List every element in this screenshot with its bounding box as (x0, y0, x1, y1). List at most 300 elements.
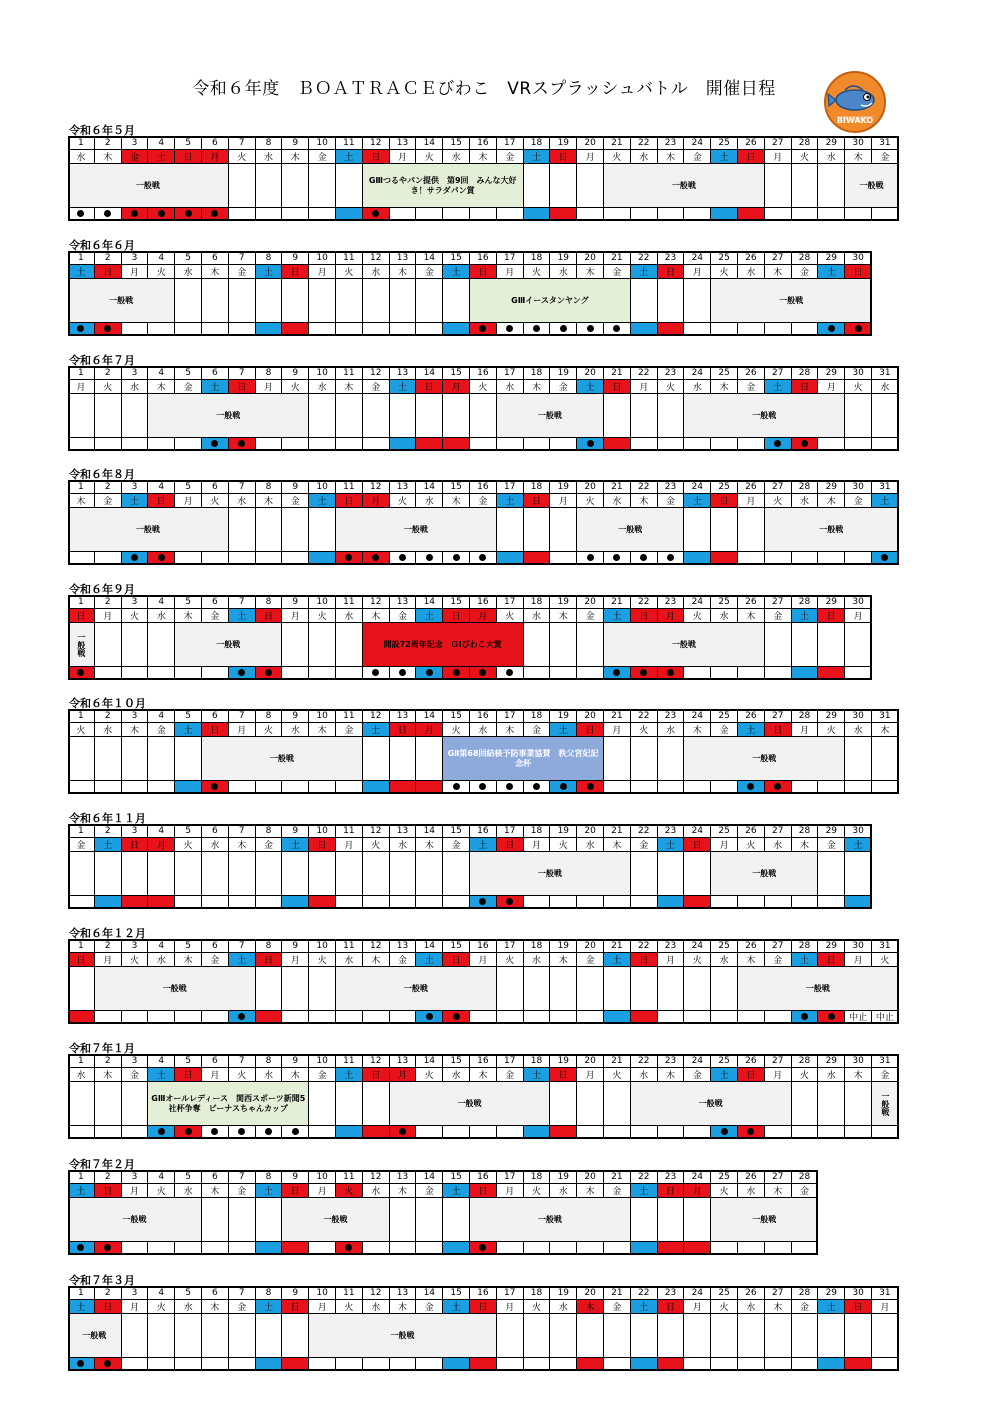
schedule-cell[interactable] (202, 1198, 229, 1242)
day-number-cell: 29 (818, 366, 845, 380)
schedule-cell[interactable] (309, 279, 336, 323)
schedule-cell[interactable] (416, 1198, 443, 1242)
schedule-cell[interactable] (256, 508, 283, 552)
schedule-cell[interactable] (872, 737, 899, 781)
schedule-cell[interactable] (229, 508, 256, 552)
day-number-cell: 26 (738, 939, 765, 953)
status-cell (872, 781, 899, 793)
schedule-cell[interactable] (684, 279, 711, 323)
schedule-cell[interactable] (336, 623, 363, 667)
day-number-cell: 6 (202, 251, 229, 265)
weekday-cell: 日 (604, 380, 631, 394)
race-event[interactable]: 一般戦 (497, 394, 604, 438)
schedule-cell[interactable] (604, 1314, 631, 1358)
schedule-cell[interactable] (336, 1082, 363, 1126)
weekday-cell: 月 (658, 609, 685, 623)
status-cell (175, 1126, 202, 1138)
race-event[interactable]: 一般戦 (95, 967, 256, 1011)
schedule-cell[interactable] (658, 279, 685, 323)
schedule-cell[interactable] (229, 279, 256, 323)
schedule-cell[interactable] (711, 967, 738, 1011)
schedule-cell[interactable] (658, 967, 685, 1011)
weekday-cell: 木 (738, 953, 765, 967)
schedule-cell[interactable] (604, 1082, 631, 1126)
schedule-cell[interactable] (631, 279, 658, 323)
schedule-cell[interactable] (95, 623, 122, 667)
weekday-cell: 月 (765, 1068, 792, 1082)
day-number-cell: 28 (792, 366, 819, 380)
status-cell (122, 896, 149, 908)
schedule-cell[interactable] (497, 508, 524, 552)
schedule-cell[interactable] (175, 279, 202, 323)
schedule-cell[interactable] (202, 852, 229, 896)
day-number-cell: 26 (738, 1286, 765, 1300)
weekday-cell: 金 (765, 953, 792, 967)
weekday-cell: 金 (95, 494, 122, 508)
schedule-cell[interactable] (256, 967, 283, 1011)
schedule-cell[interactable] (202, 279, 229, 323)
schedule-cell[interactable] (631, 394, 658, 438)
race-event[interactable]: 一般戦 (470, 852, 631, 896)
schedule-cell[interactable] (550, 1314, 577, 1358)
schedule-cell[interactable] (416, 852, 443, 896)
schedule-cell[interactable] (818, 623, 845, 667)
weekday-cell: 木 (577, 1184, 604, 1198)
schedule-cell[interactable] (122, 394, 149, 438)
day-number-cell: 26 (738, 1170, 765, 1184)
schedule-cell[interactable] (390, 279, 417, 323)
day-number-cell: 21 (604, 1054, 631, 1068)
race-event[interactable]: 一般戦 (68, 1198, 202, 1242)
schedule-cell[interactable] (229, 164, 256, 208)
weekday-cell: 木 (577, 265, 604, 279)
schedule-cell[interactable] (550, 623, 577, 667)
weekday-cell: 金 (470, 494, 497, 508)
status-cell (497, 1358, 524, 1370)
status-cell (792, 781, 819, 793)
schedule-cell[interactable] (658, 1198, 685, 1242)
day-number-cell: 30 (845, 595, 872, 609)
race-event[interactable]: 一般戦 (604, 623, 765, 667)
schedule-cell[interactable] (95, 1082, 122, 1126)
schedule-cell[interactable] (524, 1314, 551, 1358)
schedule-cell[interactable] (282, 279, 309, 323)
schedule-cell[interactable] (631, 852, 658, 896)
schedule-cell[interactable] (550, 1082, 577, 1126)
schedule-cell[interactable] (658, 737, 685, 781)
schedule-cell[interactable] (416, 737, 443, 781)
schedule-cell[interactable] (845, 394, 872, 438)
schedule-cell[interactable] (256, 164, 283, 208)
day-number-cell: 14 (416, 251, 443, 265)
day-number-cell: 23 (658, 136, 685, 150)
status-cell (148, 1242, 175, 1254)
schedule-cell[interactable] (524, 623, 551, 667)
status-cell (282, 208, 309, 220)
schedule-cell[interactable] (658, 852, 685, 896)
status-cell (416, 1011, 443, 1023)
race-event[interactable]: 一般戦 (68, 1314, 122, 1358)
status-cell (122, 323, 149, 335)
schedule-cell[interactable] (282, 164, 309, 208)
schedule-cell[interactable] (148, 737, 175, 781)
schedule-cell[interactable] (550, 967, 577, 1011)
schedule-cell[interactable] (336, 164, 363, 208)
schedule-cell[interactable] (872, 1314, 899, 1358)
status-cell (175, 323, 202, 335)
race-event[interactable]: 一般戦 (711, 852, 818, 896)
status-cell (577, 1126, 604, 1138)
schedule-cell[interactable] (416, 394, 443, 438)
schedule-cell[interactable] (684, 508, 711, 552)
schedule-cell[interactable] (845, 1082, 872, 1126)
status-cell (738, 323, 765, 335)
race-event[interactable]: 一般戦 (175, 623, 282, 667)
schedule-cell[interactable] (792, 623, 819, 667)
held-dot-icon (747, 1128, 754, 1135)
weekday-cell: 日 (309, 838, 336, 852)
race-event[interactable]: 一般戦 (711, 1198, 818, 1242)
race-event[interactable]: 一般戦 (631, 1082, 792, 1126)
status-cell (68, 1011, 95, 1023)
status-cell (550, 1126, 577, 1138)
schedule-cell[interactable] (443, 279, 470, 323)
schedule-cell[interactable] (336, 394, 363, 438)
schedule-cell[interactable] (631, 737, 658, 781)
schedule-cell[interactable] (390, 394, 417, 438)
schedule-cell[interactable] (524, 164, 551, 208)
day-number-cell: 8 (256, 251, 283, 265)
schedule-cell[interactable] (95, 852, 122, 896)
day-number-cell: 16 (470, 251, 497, 265)
schedule-cell[interactable] (577, 164, 604, 208)
schedule-cell[interactable] (443, 852, 470, 896)
status-cell (550, 323, 577, 335)
schedule-cell[interactable] (68, 852, 95, 896)
held-dot-icon (77, 1360, 84, 1367)
schedule-cell[interactable] (122, 852, 149, 896)
status-cell (363, 667, 390, 679)
schedule-cell[interactable] (363, 279, 390, 323)
race-event[interactable]: 一般戦 (68, 279, 175, 323)
weekday-cell: 火 (416, 150, 443, 164)
weekday-cell: 土 (443, 1300, 470, 1314)
month-label: 令和７年２月 (69, 1158, 135, 1171)
status-cell (845, 438, 872, 450)
schedule-cell[interactable] (524, 508, 551, 552)
schedule-cell[interactable] (309, 852, 336, 896)
weekday-cell: 土 (68, 1184, 95, 1198)
day-number-cell: 12 (363, 939, 390, 953)
day-number-cell: 24 (684, 366, 711, 380)
schedule-cell[interactable] (363, 394, 390, 438)
schedule-cell[interactable] (443, 394, 470, 438)
schedule-cell[interactable] (95, 394, 122, 438)
schedule-cell[interactable] (792, 1314, 819, 1358)
schedule-cell[interactable] (792, 164, 819, 208)
schedule-cell[interactable] (684, 1198, 711, 1242)
status-cell (256, 896, 283, 908)
race-event[interactable]: 一般戦 (68, 623, 95, 667)
schedule-cell[interactable] (738, 508, 765, 552)
schedule-cell[interactable] (604, 394, 631, 438)
day-number-cell: 17 (497, 709, 524, 723)
schedule-cell[interactable] (148, 1314, 175, 1358)
schedule-cell[interactable] (550, 164, 577, 208)
schedule-cell[interactable] (390, 737, 417, 781)
schedule-cell[interactable] (363, 852, 390, 896)
race-event[interactable]: GⅢイースタンヤング (470, 279, 631, 323)
day-number-cell: 4 (148, 1286, 175, 1300)
schedule-cell[interactable] (631, 967, 658, 1011)
weekday-cell: 土 (148, 1068, 175, 1082)
status-cell (256, 438, 283, 450)
race-event[interactable]: 一般戦 (684, 394, 845, 438)
day-number-cell: 3 (122, 824, 149, 838)
weekday-cell: 土 (68, 265, 95, 279)
status-cell (818, 323, 845, 335)
day-number-cell: 28 (792, 1054, 819, 1068)
weekday-cell: 水 (443, 1068, 470, 1082)
schedule-cell[interactable] (309, 394, 336, 438)
schedule-cell[interactable] (658, 1314, 685, 1358)
schedule-cell[interactable] (256, 1314, 283, 1358)
weekday-cell: 火 (711, 1300, 738, 1314)
schedule-cell[interactable] (336, 279, 363, 323)
weekday-cell: 火 (148, 1184, 175, 1198)
race-event[interactable]: 一般戦 (282, 1198, 389, 1242)
day-number-cell: 31 (872, 709, 899, 723)
day-number-cell: 9 (282, 824, 309, 838)
weekday-cell: 日 (390, 723, 417, 737)
race-event[interactable]: 一般戦 (577, 508, 684, 552)
weekday-cell: 木 (309, 723, 336, 737)
race-event[interactable]: 一般戦 (148, 394, 309, 438)
status-cell (845, 896, 872, 908)
schedule-cell[interactable] (148, 852, 175, 896)
schedule-cell[interactable] (658, 394, 685, 438)
schedule-cell[interactable] (738, 1314, 765, 1358)
schedule-cell[interactable] (604, 737, 631, 781)
status-cell (122, 1011, 149, 1023)
schedule-cell[interactable] (631, 1198, 658, 1242)
schedule-cell[interactable] (122, 1314, 149, 1358)
schedule-cell[interactable] (282, 1314, 309, 1358)
race-event[interactable]: 一般戦 (470, 1198, 631, 1242)
schedule-cell[interactable] (68, 1082, 95, 1126)
schedule-cell[interactable] (577, 1082, 604, 1126)
schedule-cell[interactable] (684, 852, 711, 896)
weekday-cell: 金 (229, 265, 256, 279)
day-number-cell: 25 (711, 251, 738, 265)
schedule-cell[interactable] (95, 737, 122, 781)
schedule-cell[interactable] (684, 967, 711, 1011)
status-cell (470, 781, 497, 793)
weekday-cell: 金 (524, 723, 551, 737)
race-event[interactable]: GⅡ第68回結核予防事業協賛 秩父宮妃記念杯 (443, 737, 604, 781)
day-number-cell: 15 (443, 824, 470, 838)
schedule-cell[interactable] (765, 623, 792, 667)
schedule-cell[interactable] (765, 164, 792, 208)
schedule-cell[interactable] (175, 852, 202, 896)
cancelled-label: 中止 (849, 1013, 868, 1023)
schedule-cell[interactable] (122, 623, 149, 667)
status-cell (604, 208, 631, 220)
schedule-cell[interactable] (229, 1198, 256, 1242)
schedule-cell[interactable] (122, 1082, 149, 1126)
schedule-cell[interactable] (443, 1198, 470, 1242)
schedule-cell[interactable] (577, 623, 604, 667)
schedule-cell[interactable] (845, 852, 872, 896)
schedule-cell[interactable] (497, 967, 524, 1011)
race-event[interactable]: 一般戦 (711, 279, 872, 323)
held-dot-icon (506, 325, 513, 332)
weekday-cell: 日 (363, 150, 390, 164)
schedule-cell[interactable] (631, 1314, 658, 1358)
schedule-cell[interactable] (711, 1314, 738, 1358)
schedule-cell[interactable] (363, 1082, 390, 1126)
schedule-cell[interactable] (256, 1198, 283, 1242)
schedule-cell[interactable] (148, 623, 175, 667)
schedule-cell[interactable] (390, 1198, 417, 1242)
schedule-cell[interactable] (818, 164, 845, 208)
schedule-cell[interactable] (68, 967, 95, 1011)
day-number-cell: 3 (122, 939, 149, 953)
schedule-cell[interactable] (282, 967, 309, 1011)
schedule-cell[interactable] (282, 623, 309, 667)
schedule-cell[interactable] (68, 394, 95, 438)
race-event[interactable]: 一般戦 (604, 164, 765, 208)
schedule-cell[interactable] (818, 852, 845, 896)
day-number-cell: 31 (872, 480, 899, 494)
day-number-cell: 31 (872, 1286, 899, 1300)
race-event[interactable]: 一般戦 (68, 508, 229, 552)
schedule-cell[interactable] (416, 279, 443, 323)
race-event[interactable]: 開設72周年記念 ＧⅠびわこ大賞 (363, 623, 524, 667)
schedule-cell[interactable] (175, 737, 202, 781)
status-cell (604, 1126, 631, 1138)
schedule-cell[interactable] (792, 1082, 819, 1126)
weekday-cell: 火 (765, 494, 792, 508)
schedule-cell[interactable] (577, 1314, 604, 1358)
schedule-cell[interactable] (256, 279, 283, 323)
schedule-cell[interactable] (550, 508, 577, 552)
schedule-cell[interactable] (711, 508, 738, 552)
schedule-cell[interactable] (229, 852, 256, 896)
race-event[interactable]: GⅢつるやパン提供 第9回 みんな大好き！サラダパン賞 (363, 164, 524, 208)
race-event[interactable]: 一般戦 (872, 1082, 899, 1126)
race-event[interactable]: GⅢオールレディース 関西スポーツ新聞5社杯争奪 ビーナスちゃんカップ (148, 1082, 309, 1126)
schedule-cell[interactable] (175, 1314, 202, 1358)
schedule-cell[interactable] (202, 1314, 229, 1358)
day-number-cell: 24 (684, 480, 711, 494)
day-number-cell: 6 (202, 709, 229, 723)
day-number-cell: 13 (390, 709, 417, 723)
schedule-cell[interactable] (309, 1082, 336, 1126)
status-cell (390, 667, 417, 679)
schedule-cell[interactable] (309, 967, 336, 1011)
day-number-cell: 8 (256, 595, 283, 609)
status-cell (470, 552, 497, 564)
schedule-cell[interactable] (122, 737, 149, 781)
schedule-cell[interactable] (765, 1314, 792, 1358)
schedule-cell[interactable] (845, 623, 872, 667)
weekday-cell: 月 (122, 1184, 149, 1198)
schedule-cell[interactable] (604, 967, 631, 1011)
day-number-cell: 13 (390, 1286, 417, 1300)
schedule-cell[interactable] (845, 1314, 872, 1358)
day-number-cell: 20 (577, 709, 604, 723)
schedule-cell[interactable] (577, 967, 604, 1011)
day-number-cell: 1 (68, 1054, 95, 1068)
weekday-cell: 金 (68, 838, 95, 852)
schedule-cell[interactable] (470, 394, 497, 438)
schedule-cell[interactable] (684, 1314, 711, 1358)
day-number-cell: 13 (390, 1170, 417, 1184)
weekday-cell: 木 (765, 265, 792, 279)
schedule-cell[interactable] (818, 1314, 845, 1358)
schedule-cell[interactable] (336, 852, 363, 896)
weekday-cell: 火 (711, 265, 738, 279)
day-number-cell: 5 (175, 595, 202, 609)
race-event[interactable]: 一般戦 (309, 1314, 497, 1358)
weekday-cell: 金 (658, 494, 685, 508)
weekday-cell: 月 (684, 1300, 711, 1314)
race-event[interactable]: 一般戦 (336, 508, 497, 552)
day-number-cell: 20 (577, 1286, 604, 1300)
race-event[interactable]: 一般戦 (765, 508, 899, 552)
schedule-cell[interactable] (390, 852, 417, 896)
schedule-cell[interactable] (524, 967, 551, 1011)
schedule-cell[interactable] (282, 508, 309, 552)
day-number-cell: 16 (470, 1170, 497, 1184)
schedule-cell[interactable] (497, 1314, 524, 1358)
schedule-cell[interactable] (363, 737, 390, 781)
status-cell (550, 1358, 577, 1370)
status-cell (818, 438, 845, 450)
day-number-cell: 6 (202, 595, 229, 609)
schedule-cell[interactable] (845, 737, 872, 781)
day-number-cell: 17 (497, 824, 524, 838)
schedule-cell[interactable] (309, 623, 336, 667)
status-cell (282, 896, 309, 908)
status-cell (684, 1358, 711, 1370)
status-cell (470, 896, 497, 908)
schedule-cell[interactable] (309, 508, 336, 552)
weekday-cell: 水 (550, 265, 577, 279)
race-event[interactable]: 一般戦 (738, 967, 899, 1011)
race-event[interactable]: 一般戦 (68, 164, 229, 208)
schedule-cell[interactable] (68, 737, 95, 781)
race-event[interactable]: 一般戦 (202, 737, 363, 781)
schedule-cell[interactable] (309, 164, 336, 208)
day-number-cell: 25 (711, 595, 738, 609)
day-number-cell: 12 (363, 1286, 390, 1300)
status-cell (68, 323, 95, 335)
race-event[interactable]: 一般戦 (336, 967, 497, 1011)
race-event[interactable]: 一般戦 (390, 1082, 551, 1126)
schedule-cell[interactable] (872, 394, 899, 438)
status-cell (336, 896, 363, 908)
day-number-cell: 2 (95, 709, 122, 723)
schedule-cell[interactable] (282, 852, 309, 896)
schedule-cell[interactable] (818, 1082, 845, 1126)
schedule-cell[interactable] (229, 1314, 256, 1358)
race-event[interactable]: 一般戦 (684, 737, 845, 781)
race-event[interactable]: 一般戦 (845, 164, 899, 208)
schedule-cell[interactable] (256, 852, 283, 896)
status-cell (658, 552, 685, 564)
